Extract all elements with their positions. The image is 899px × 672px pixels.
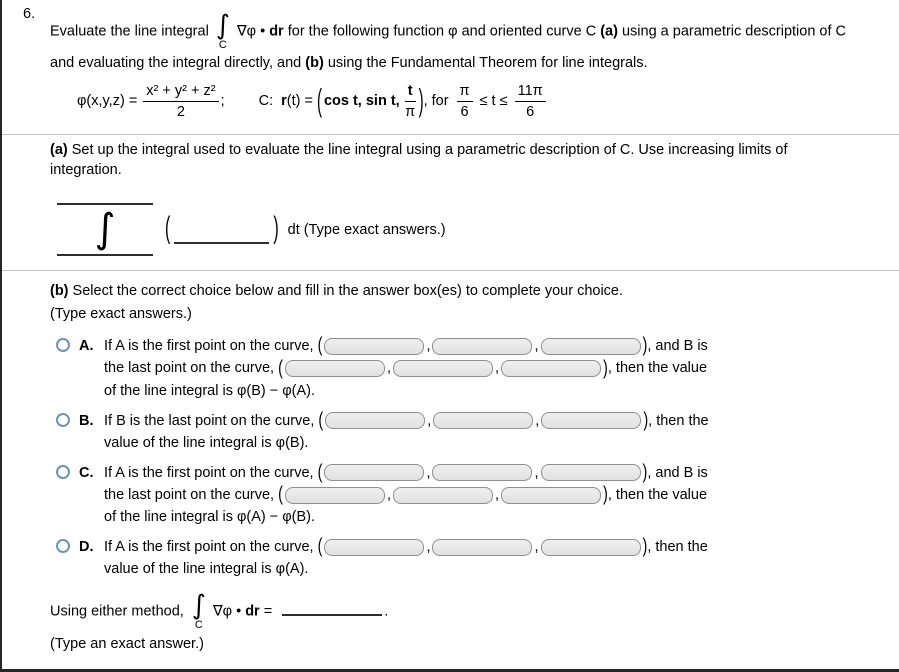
open-paren: (: [165, 212, 171, 245]
choice-c-body: [104, 462, 875, 528]
answer-box[interactable]: [285, 360, 385, 377]
open-paren: (: [318, 409, 324, 432]
inequality: ≤ t ≤: [479, 93, 508, 110]
open-paren: (: [278, 357, 283, 380]
final-note: (Type an exact answer.): [50, 636, 204, 653]
choice-text: If B is the last point on the curve,: [104, 412, 315, 429]
final-text: =: [263, 603, 273, 620]
open-paren: (: [317, 335, 323, 358]
dt-label: dt (Type exact answers.): [287, 221, 446, 238]
choice-text: , and B is: [647, 464, 708, 481]
statement-text: Evaluate the line integral: [50, 23, 209, 40]
part-a-instruction-line2: integration.: [50, 161, 122, 178]
choice-text: the last point on the curve,: [104, 486, 275, 503]
answer-box[interactable]: [541, 338, 641, 355]
close-paren: ): [643, 409, 649, 432]
close-paren: ): [273, 212, 279, 245]
part-b-note: (Type exact answers.): [50, 305, 192, 322]
choice-a-label: A.: [79, 338, 94, 355]
lower-bound-fraction: [457, 82, 473, 121]
choice-b: [50, 410, 875, 454]
choice-text: value of the line integral is φ(B).: [104, 434, 309, 451]
choice-d: [50, 536, 875, 580]
comma: ,: [534, 338, 539, 355]
final-text: ∇φ •: [212, 603, 242, 620]
choice-text: the last point on the curve,: [104, 360, 275, 377]
dr-bold: dr: [269, 23, 284, 40]
close-paren: ): [642, 335, 648, 358]
open-paren: (: [316, 83, 322, 120]
choice-text: value of the line integral is φ(A).: [104, 561, 309, 578]
r-vector-bold: r: [281, 93, 287, 110]
choice-b-body: [104, 410, 875, 454]
r-equals: (t) =: [286, 93, 313, 110]
comma: ,: [426, 338, 431, 355]
answer-box[interactable]: [501, 487, 601, 504]
open-paren: (: [317, 535, 323, 559]
fraction-denominator: 2: [176, 103, 185, 120]
integral-icon: ∫: [191, 590, 206, 622]
choice-d-radio[interactable]: [56, 539, 70, 553]
part-b-instruction: [50, 280, 875, 302]
integral-notation: [192, 592, 206, 631]
fraction-denominator: 6: [460, 103, 469, 120]
part-a-label: (a): [50, 142, 68, 159]
period: .: [384, 603, 389, 620]
close-paren: ): [603, 357, 608, 380]
comma: ,: [386, 486, 391, 503]
vector-components: cos t, sin t,: [323, 93, 400, 110]
phi-definition-lhs: φ(x,y,z) =: [77, 93, 138, 110]
answer-box[interactable]: [433, 412, 533, 429]
choice-text: If A is the first point on the curve,: [104, 539, 314, 556]
statement-line-1: [50, 12, 875, 51]
choice-line: [104, 357, 875, 379]
choice-b-label: B.: [79, 412, 94, 429]
choice-a: [50, 335, 875, 401]
close-paren: ): [642, 535, 648, 559]
integral-icon: ∫: [215, 10, 230, 41]
choice-list: [50, 335, 875, 580]
statement-text: ∇φ •: [236, 23, 266, 40]
choice-line: [104, 462, 875, 484]
part-a-ref: (a): [600, 23, 618, 40]
comma: ,: [494, 486, 500, 503]
choice-text: If A is the first point on the curve,: [104, 464, 314, 481]
choice-text: , then the value: [607, 360, 708, 377]
part-b-section: [2, 271, 899, 580]
open-paren: (: [278, 483, 283, 507]
statement-text: using a parametric description of C: [621, 23, 847, 40]
comma: ,: [535, 412, 540, 429]
choice-text: of the line integral is φ(B) − φ(A).: [104, 382, 316, 399]
for-label: , for: [423, 93, 449, 110]
answer-box[interactable]: [432, 464, 532, 481]
fraction-numerator: t: [405, 82, 416, 102]
fraction-numerator: π: [457, 82, 473, 102]
choice-text: , then the value: [607, 486, 708, 503]
given-function-and-curve: [2, 82, 899, 121]
integral-subscript: C: [218, 39, 227, 51]
choice-a-radio[interactable]: [56, 338, 70, 352]
dr-bold: dr: [245, 603, 260, 620]
fraction-denominator: 6: [526, 103, 535, 120]
choice-d-body: [104, 536, 875, 580]
choice-b-radio[interactable]: [56, 413, 70, 427]
comma: ,: [426, 539, 431, 556]
semicolon: ;: [220, 93, 225, 110]
lower-limit-field[interactable]: [57, 254, 153, 256]
choice-line: [104, 410, 875, 432]
choice-text: of the line integral is φ(A) − φ(B).: [104, 509, 316, 526]
comma: ,: [494, 360, 500, 377]
answer-box[interactable]: [285, 487, 385, 504]
answer-box[interactable]: [325, 412, 425, 429]
statement-text: for the following function φ and oriented curve C: [287, 23, 597, 40]
integrand-field[interactable]: [174, 242, 269, 244]
close-paren: ): [642, 461, 648, 485]
choice-text: If A is the first point on the curve,: [104, 338, 314, 355]
choice-a-body: [104, 335, 875, 401]
curve-label: C:: [258, 93, 274, 110]
choice-line: [104, 484, 875, 506]
comma: ,: [534, 464, 539, 481]
comma: ,: [534, 539, 539, 556]
statement-text: using the Fundamental Theorem for line integrals.: [327, 55, 648, 71]
integral-notation: [216, 12, 230, 51]
phi-fraction: [143, 82, 218, 121]
final-answer-row: [2, 592, 899, 631]
choice-c-label: C.: [79, 464, 94, 481]
choice-line: [104, 335, 875, 357]
upper-bound-fraction: [515, 82, 546, 121]
part-a-text: Set up the integral used to evaluate the line integral using a parametric description of C. Use increasing limits of: [71, 142, 788, 159]
part-b-label: (b): [50, 283, 69, 300]
close-paren: ): [418, 83, 424, 120]
final-answer-field[interactable]: [282, 613, 382, 616]
choice-text: , then the: [648, 412, 709, 429]
answer-box[interactable]: [432, 338, 532, 355]
integral-subscript: C: [194, 619, 203, 632]
answer-box[interactable]: [541, 412, 641, 429]
answer-box[interactable]: [541, 464, 641, 481]
choice-d-label: D.: [79, 539, 94, 556]
comma: ,: [426, 464, 431, 481]
choice-c-radio[interactable]: [56, 465, 70, 479]
choice-line: [104, 536, 875, 558]
part-b-ref: (b): [305, 55, 324, 71]
problem-number: 6.: [23, 6, 36, 22]
answer-box[interactable]: [324, 464, 424, 481]
answer-box[interactable]: [324, 338, 424, 355]
final-text: Using either method,: [50, 603, 184, 620]
answer-box[interactable]: [432, 539, 532, 556]
open-paren: (: [317, 461, 323, 485]
part-b-text: Select the correct choice below and fill in the answer box(es) to complete your choice.: [72, 283, 624, 300]
fraction-denominator: π: [405, 103, 416, 120]
part-a-instruction: [50, 141, 875, 161]
answer-box[interactable]: [501, 360, 601, 377]
choice-text: , then the: [647, 539, 708, 556]
close-paren: ): [603, 483, 608, 507]
answer-box[interactable]: [541, 539, 641, 556]
fraction-numerator: 11π: [515, 82, 546, 102]
choice-c: [50, 462, 875, 528]
integral-icon: ∫: [94, 206, 116, 253]
answer-box[interactable]: [324, 539, 424, 556]
fraction-numerator: x² + y² + z²: [143, 82, 218, 102]
answer-box[interactable]: [393, 360, 493, 377]
comma: ,: [386, 360, 391, 377]
t-over-pi-fraction: [405, 82, 416, 121]
part-a-answer-area: [57, 203, 875, 256]
choice-text: , and B is: [647, 338, 708, 355]
integral-with-limits: [57, 203, 153, 256]
part-a-section: [2, 135, 899, 256]
statement-text: and evaluating the integral directly, and: [50, 55, 302, 71]
comma: ,: [427, 412, 432, 429]
answer-box[interactable]: [393, 487, 493, 504]
statement-line-2: [50, 54, 875, 73]
problem-statement: [2, 0, 899, 73]
